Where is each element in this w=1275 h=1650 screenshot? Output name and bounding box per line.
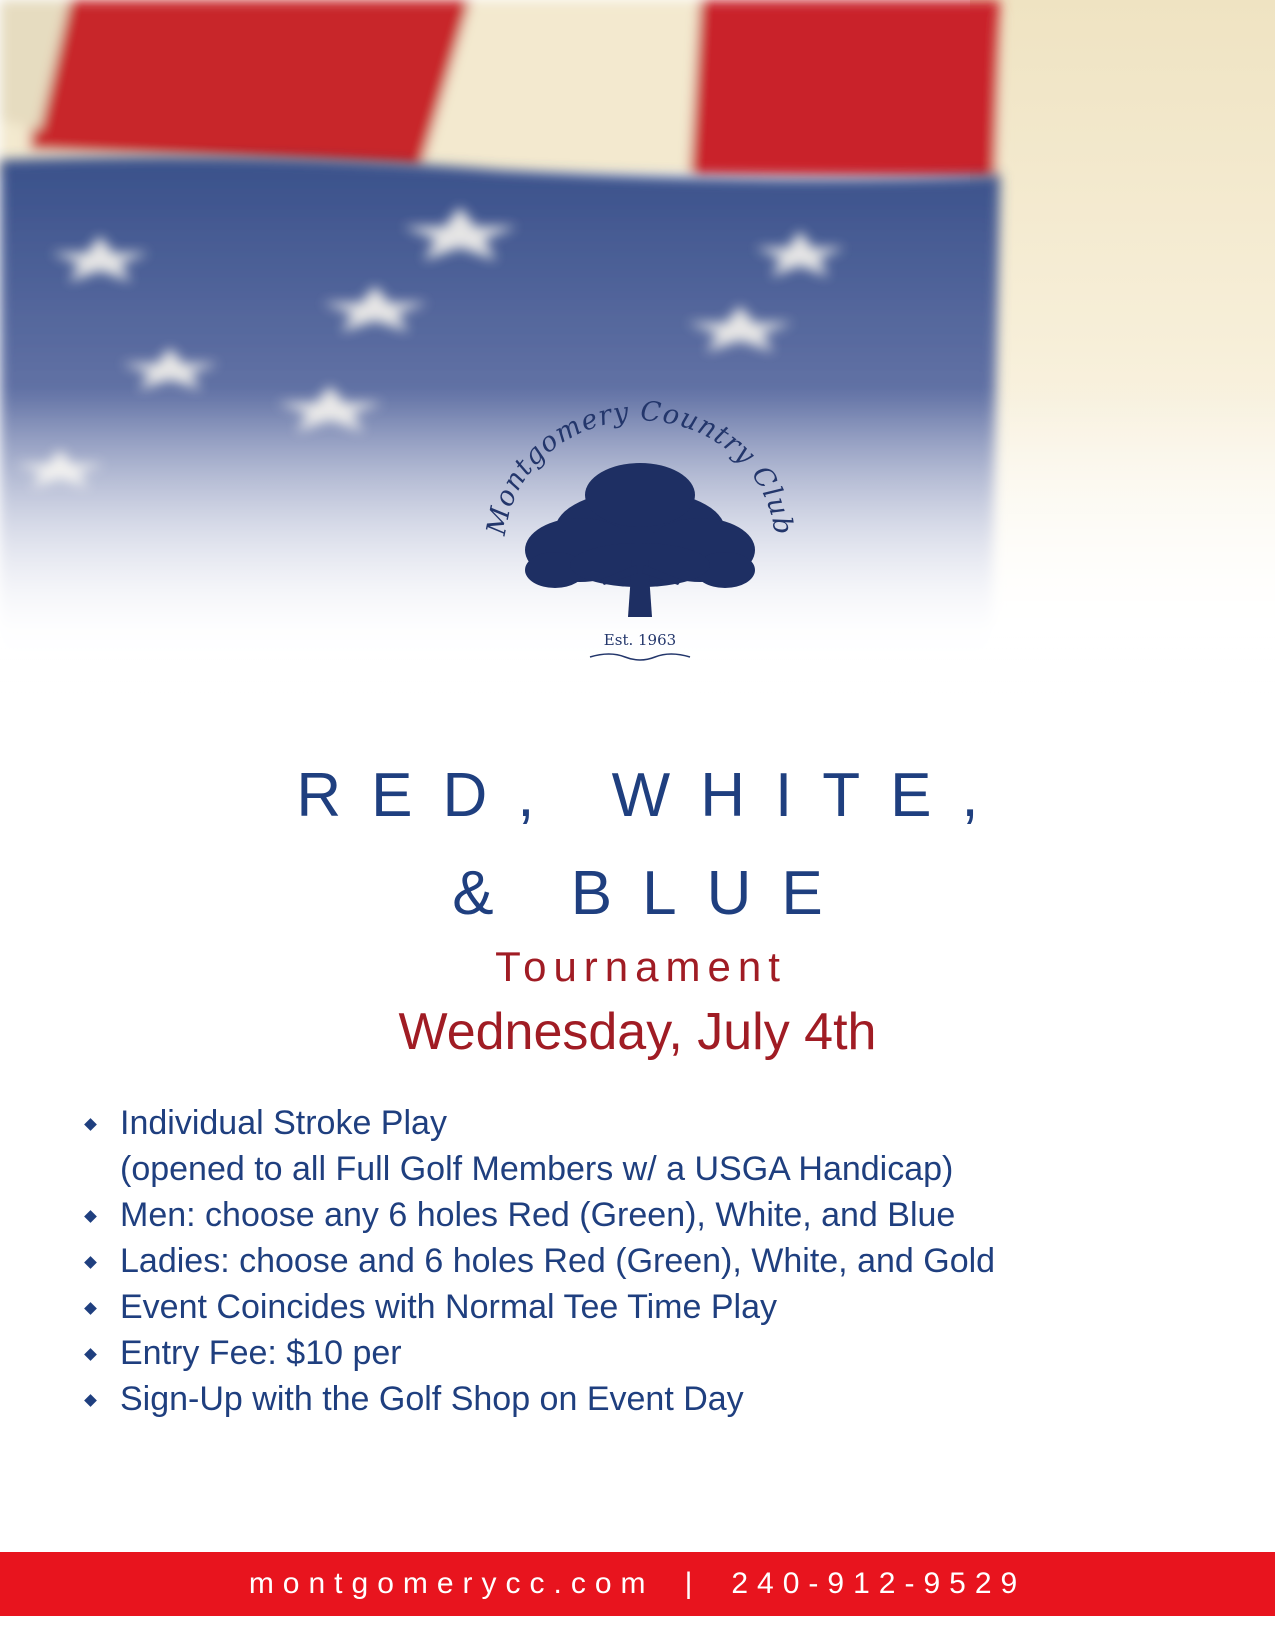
logo-arc-text: Montgomery Country Club	[480, 396, 799, 538]
diamond-bullet-icon	[84, 1256, 97, 1269]
detail-text: Individual Stroke Play	[120, 1104, 447, 1142]
headline-tournament: Tournament	[495, 943, 787, 990]
list-item	[80, 1376, 1230, 1422]
list-item	[80, 1284, 1230, 1330]
list-item	[80, 1100, 1230, 1192]
logo-established: Est. 1963	[603, 631, 677, 649]
detail-text: Entry Fee: $10 per	[120, 1334, 402, 1372]
headline-line-2: & BLUE	[452, 859, 853, 928]
detail-note: (opened to all Full Golf Members w/ a USGA Handicap)	[120, 1150, 954, 1188]
phone-number[interactable]: 240-912-9529	[731, 1567, 1027, 1600]
diamond-bullet-icon	[84, 1118, 97, 1131]
event-date: Wednesday, July 4th	[398, 1003, 877, 1061]
website-link[interactable]: montgomerycc.com	[248, 1567, 655, 1600]
diamond-bullet-icon	[84, 1210, 97, 1223]
club-logo	[460, 395, 820, 695]
headline-line-1: RED, WHITE,	[296, 761, 1009, 830]
diamond-bullet-icon	[84, 1348, 97, 1361]
diamond-bullet-icon	[84, 1302, 97, 1315]
event-details-list	[80, 1100, 1230, 1422]
detail-text: Event Coincides with Normal Tee Time Play	[120, 1288, 777, 1326]
list-item	[80, 1192, 1230, 1238]
footer-separator: |	[684, 1567, 702, 1600]
detail-text: Men: choose any 6 holes Red (Green), White, and Blue	[120, 1196, 956, 1234]
list-item	[80, 1330, 1230, 1376]
detail-text: Ladies: choose and 6 holes Red (Green), White, and Gold	[120, 1242, 996, 1280]
footer-bar	[0, 1552, 1275, 1616]
detail-text: Sign-Up with the Golf Shop on Event Day	[120, 1380, 744, 1418]
diamond-bullet-icon	[84, 1394, 97, 1407]
list-item	[80, 1238, 1230, 1284]
tree-icon	[525, 463, 755, 617]
